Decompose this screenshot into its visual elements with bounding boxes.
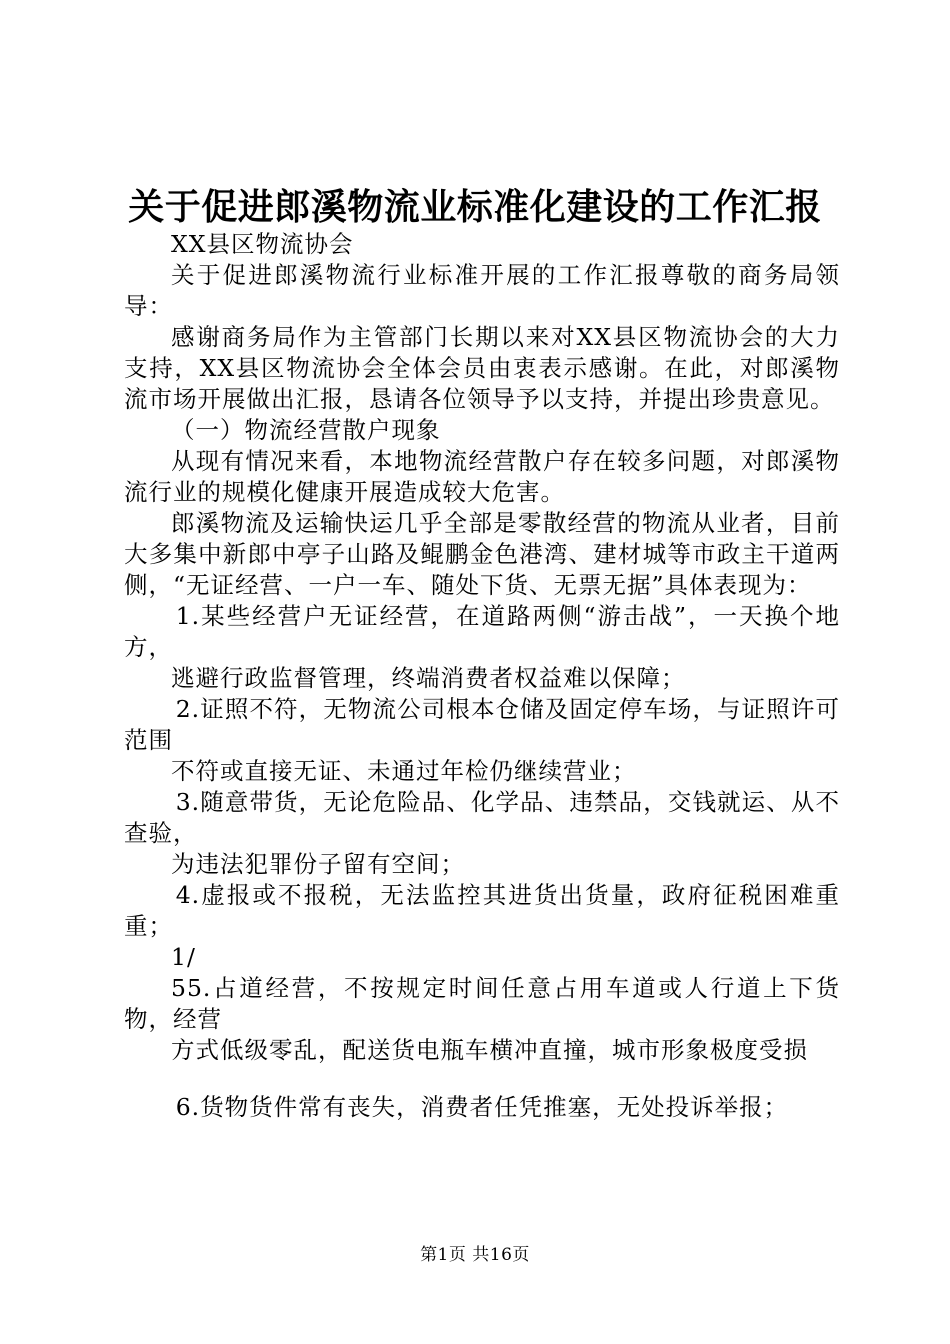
list-item-1: 1.某些经营户无证经营，在道路两侧“游击战”，一天换个地方， xyxy=(124,602,840,661)
list-item-3: 3.随意带货，无论危险品、化学品、违禁品，交钱就运、从不查验， xyxy=(124,788,840,847)
list-item-6: 6.货物货件常有丧失，消费者任凭推塞，无处投诉举报； xyxy=(175,1093,789,1121)
document-body xyxy=(124,229,840,1123)
list-item-5: 55.占道经营，不按规定时间任意占用车道或人行道上下货物，经营 xyxy=(124,974,840,1033)
paragraph-current-situation: 从现有情况来看，本地物流经营散户存在较多问题，对郎溪物流行业的规模化健康开展造成较大危害。 xyxy=(124,447,840,506)
list-item-1-continued: 逃避行政监督管理，终端消费者权益难以保障； xyxy=(171,664,686,692)
paragraph-operators-description: 郎溪物流及运输快运几乎全部是零散经营的物流从业者，目前大多集中新郎中亭子山路及鲲鹏金色港湾、建材城等市政主干道两侧，“无证经营、一户一车、随处下货、无票无据”具体表现为： xyxy=(124,509,840,599)
list-item-2-continued: 不符或直接无证、未通过年检仍继续营业； xyxy=(171,757,637,785)
page-marker: 1/ xyxy=(171,943,196,971)
document-title: 关于促进郎溪物流业标准化建设的工作汇报 xyxy=(128,186,822,228)
section-heading-scattered-operators: （一）物流经营散户现象 xyxy=(171,416,441,444)
list-item-5-continued: 方式低级零乱，配送货电瓶车横冲直撞，城市形象极度受损 xyxy=(171,1036,808,1064)
paragraph-thanks: 感谢商务局作为主管部门长期以来对XX县区物流协会的大力支持，XX县区物流协会全体会员由衷表示感谢。在此，对郎溪物流市场开展做出汇报，恳请各位领导予以支持，并提出珍贵意见。 xyxy=(124,323,840,413)
paragraph-report-subject: 关于促进郎溪物流行业标准开展的工作汇报尊敬的商务局领导： xyxy=(124,261,840,320)
page-footer: 第1页 共16页 xyxy=(420,1245,530,1265)
list-item-2: 2.证照不符，无物流公司根本仓储及固定停车场，与证照许可范围 xyxy=(124,695,840,754)
list-item-3-continued: 为违法犯罪份子留有空间； xyxy=(171,850,465,878)
list-item-4: 4.虚报或不报税，无法监控其进货出货量，政府征税困难重重； xyxy=(124,881,840,940)
paragraph-association: XX县区物流协会 xyxy=(171,230,354,258)
